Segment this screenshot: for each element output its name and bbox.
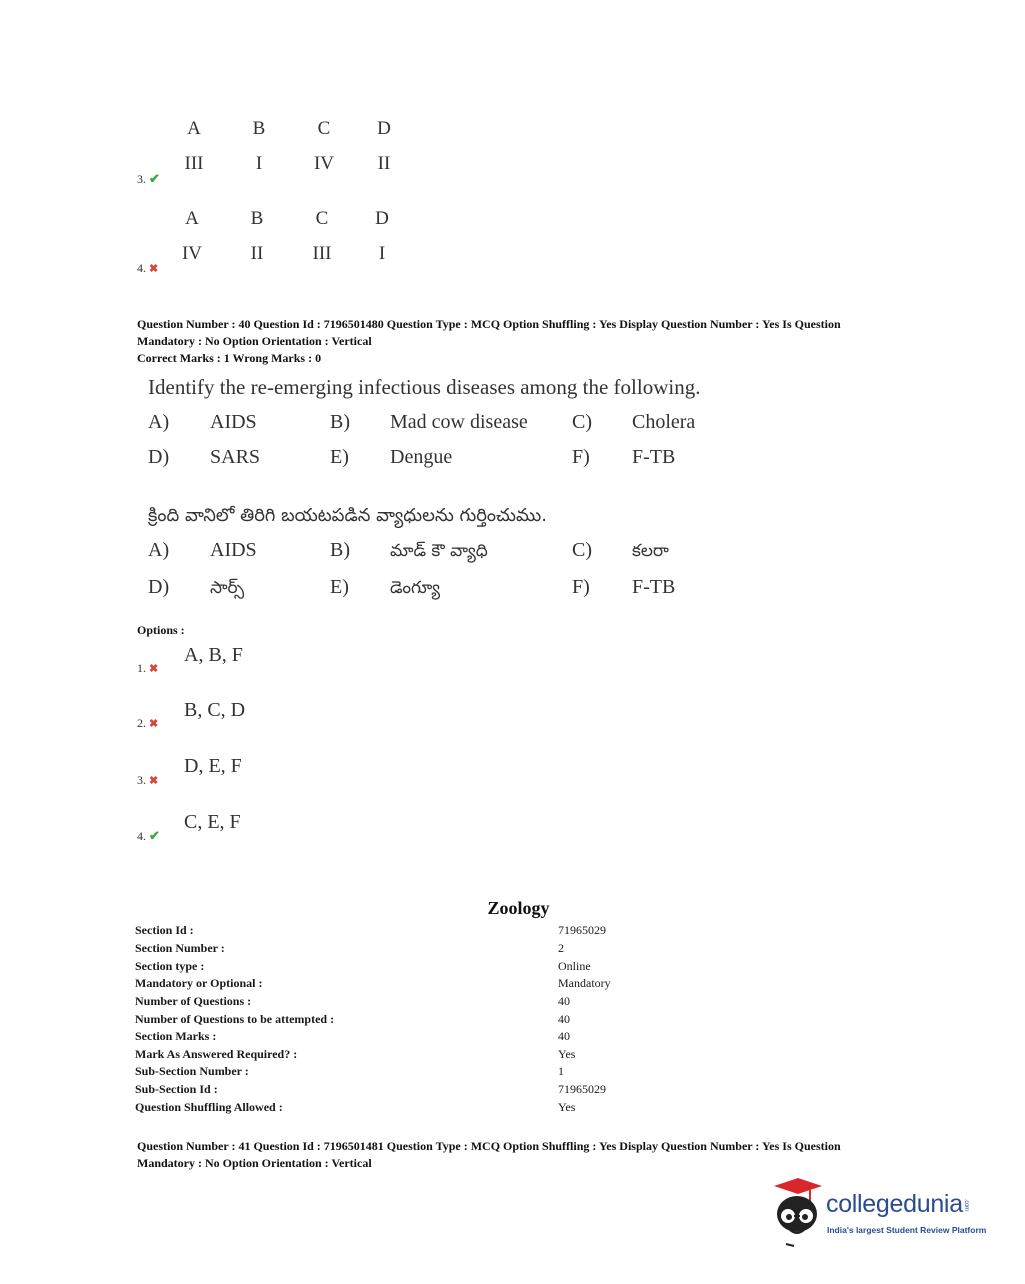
choice-key: B) [330, 539, 350, 561]
question-meta [137, 1138, 841, 1172]
choice-key: F) [572, 446, 590, 468]
row-label: Question Shuffling Allowed : [135, 1100, 283, 1114]
row-label: Mark As Answered Required? : [135, 1047, 298, 1061]
grid-value: IV [181, 243, 203, 264]
choice-key: E) [330, 576, 349, 598]
row-value: Online [558, 959, 591, 973]
grid-value: I [378, 243, 386, 264]
meta-line: Mandatory : No Option Orientation : Vertical [137, 1156, 372, 1170]
grid-header: A [187, 118, 201, 139]
section-row [135, 1047, 655, 1064]
row-value: Yes [558, 1100, 576, 1114]
section-row [135, 1012, 655, 1029]
section-row [135, 1100, 655, 1117]
choice-text: కలరా [632, 541, 669, 561]
question-text-telugu: క్రింది వానిలో తిరిగి బయటపడిన వ్యాధులను గుర్తించుము. [148, 505, 547, 526]
choice-text: మాడ్ కౌ వ్యాధి [390, 541, 488, 561]
grid-value: II [250, 243, 264, 264]
cross-icon: ✖ [149, 775, 159, 787]
option-number: 3. ✔ [137, 171, 160, 186]
row-label: Number of Questions : [135, 994, 252, 1008]
collegedunia-logo [768, 1178, 998, 1248]
option-number: 4. ✔ [137, 828, 160, 843]
section-row [135, 941, 655, 958]
row-value: 71965029 [558, 1082, 606, 1096]
choice-text: Mad cow disease [390, 411, 528, 433]
choice-text: F-TB [632, 576, 676, 598]
grid-header: D [375, 208, 389, 229]
row-value: Mandatory [558, 976, 611, 990]
row-value: 2 [558, 941, 564, 955]
answer-text: D, E, F [184, 755, 242, 777]
option-number: 1. ✖ [137, 661, 159, 675]
meta-line: Mandatory : No Option Orientation : Vertical [137, 334, 372, 348]
options-label: Options : [137, 623, 185, 637]
row-value: Yes [558, 1047, 576, 1061]
option-number: 4. ✖ [137, 261, 159, 275]
grid-header: D [377, 118, 391, 139]
option-number: 2. ✖ [137, 716, 159, 730]
grid-value: III [312, 243, 332, 264]
choice-key: F) [572, 576, 590, 598]
row-value: 40 [558, 1012, 570, 1026]
row-label: Section Marks : [135, 1029, 217, 1043]
section-row [135, 959, 655, 976]
meta-line: Question Number : 41 Question Id : 7196501481 Question Type : MCQ Option Shuffling : Yes Display Question Number : Yes Is Question [137, 1139, 841, 1153]
section-row [135, 994, 655, 1011]
choice-text: Cholera [632, 411, 696, 433]
grid-value: I [255, 153, 263, 174]
choice-text: సార్స్ [210, 578, 245, 598]
row-label: Number of Questions to be attempted : [135, 1012, 335, 1026]
grid-value: III [184, 153, 204, 174]
logo-brand [826, 1190, 969, 1219]
row-value: 40 [558, 994, 570, 1008]
section-row [135, 923, 655, 940]
choice-text: AIDS [210, 539, 257, 561]
cross-icon: ✖ [149, 263, 159, 275]
section-row [135, 1082, 655, 1099]
grid-value: IV [313, 153, 335, 174]
logo-tagline: India's largest Student Review Platform [827, 1225, 987, 1235]
grid-header: B [250, 208, 264, 229]
section-row [135, 976, 655, 993]
brand-suffix: .com [962, 1199, 969, 1212]
check-icon: ✔ [149, 171, 160, 186]
row-value: 40 [558, 1029, 570, 1043]
choice-key: E) [330, 446, 349, 468]
row-label: Sub-Section Number : [135, 1064, 249, 1078]
answer-text: C, E, F [184, 811, 241, 833]
grid-header: B [252, 118, 266, 139]
choice-key: D) [148, 576, 170, 598]
meta-line: Question Number : 40 Question Id : 7196501480 Question Type : MCQ Option Shuffling : Yes Display Question Number : Yes Is Question [137, 317, 841, 331]
section-title: Zoology [487, 898, 550, 918]
choice-text: SARS [210, 446, 261, 468]
grid-value: II [377, 153, 391, 174]
choice-text: డెంగ్యూ [390, 578, 440, 598]
choice-key: D) [148, 446, 170, 468]
check-icon: ✔ [149, 828, 160, 843]
row-label: Mandatory or Optional : [135, 976, 263, 990]
question-text-english: Identify the re-emerging infectious diseases among the following. [148, 375, 701, 399]
row-label: Sub-Section Id : [135, 1082, 218, 1096]
row-value: 71965029 [558, 923, 606, 937]
choice-text: AIDS [210, 411, 257, 433]
grid-header: A [185, 208, 199, 229]
choice-key: C) [572, 411, 592, 433]
row-value: 1 [558, 1064, 564, 1078]
choice-key: A) [148, 539, 170, 561]
section-row [135, 1064, 655, 1081]
choice-text: F-TB [632, 446, 676, 468]
section-row [135, 1029, 655, 1046]
choice-key: A) [148, 411, 170, 433]
marks-line: Correct Marks : 1 Wrong Marks : 0 [137, 351, 322, 365]
cross-icon: ✖ [149, 663, 159, 675]
row-label: Section Number : [135, 941, 225, 955]
answer-text: B, C, D [184, 699, 246, 721]
choice-key: B) [330, 411, 350, 433]
question-meta [137, 316, 841, 367]
grid-header: C [315, 208, 329, 229]
answer-text: A, B, F [184, 644, 243, 666]
mascot-icon [768, 1178, 826, 1248]
brand-name: collegedunia [826, 1190, 963, 1218]
option-number: 3. ✖ [137, 773, 159, 787]
cross-icon: ✖ [149, 718, 159, 730]
row-label: Section Id : [135, 923, 194, 937]
grid-header: C [317, 118, 331, 139]
choice-text: Dengue [390, 446, 453, 468]
row-label: Section type : [135, 959, 205, 973]
choice-key: C) [572, 539, 592, 561]
